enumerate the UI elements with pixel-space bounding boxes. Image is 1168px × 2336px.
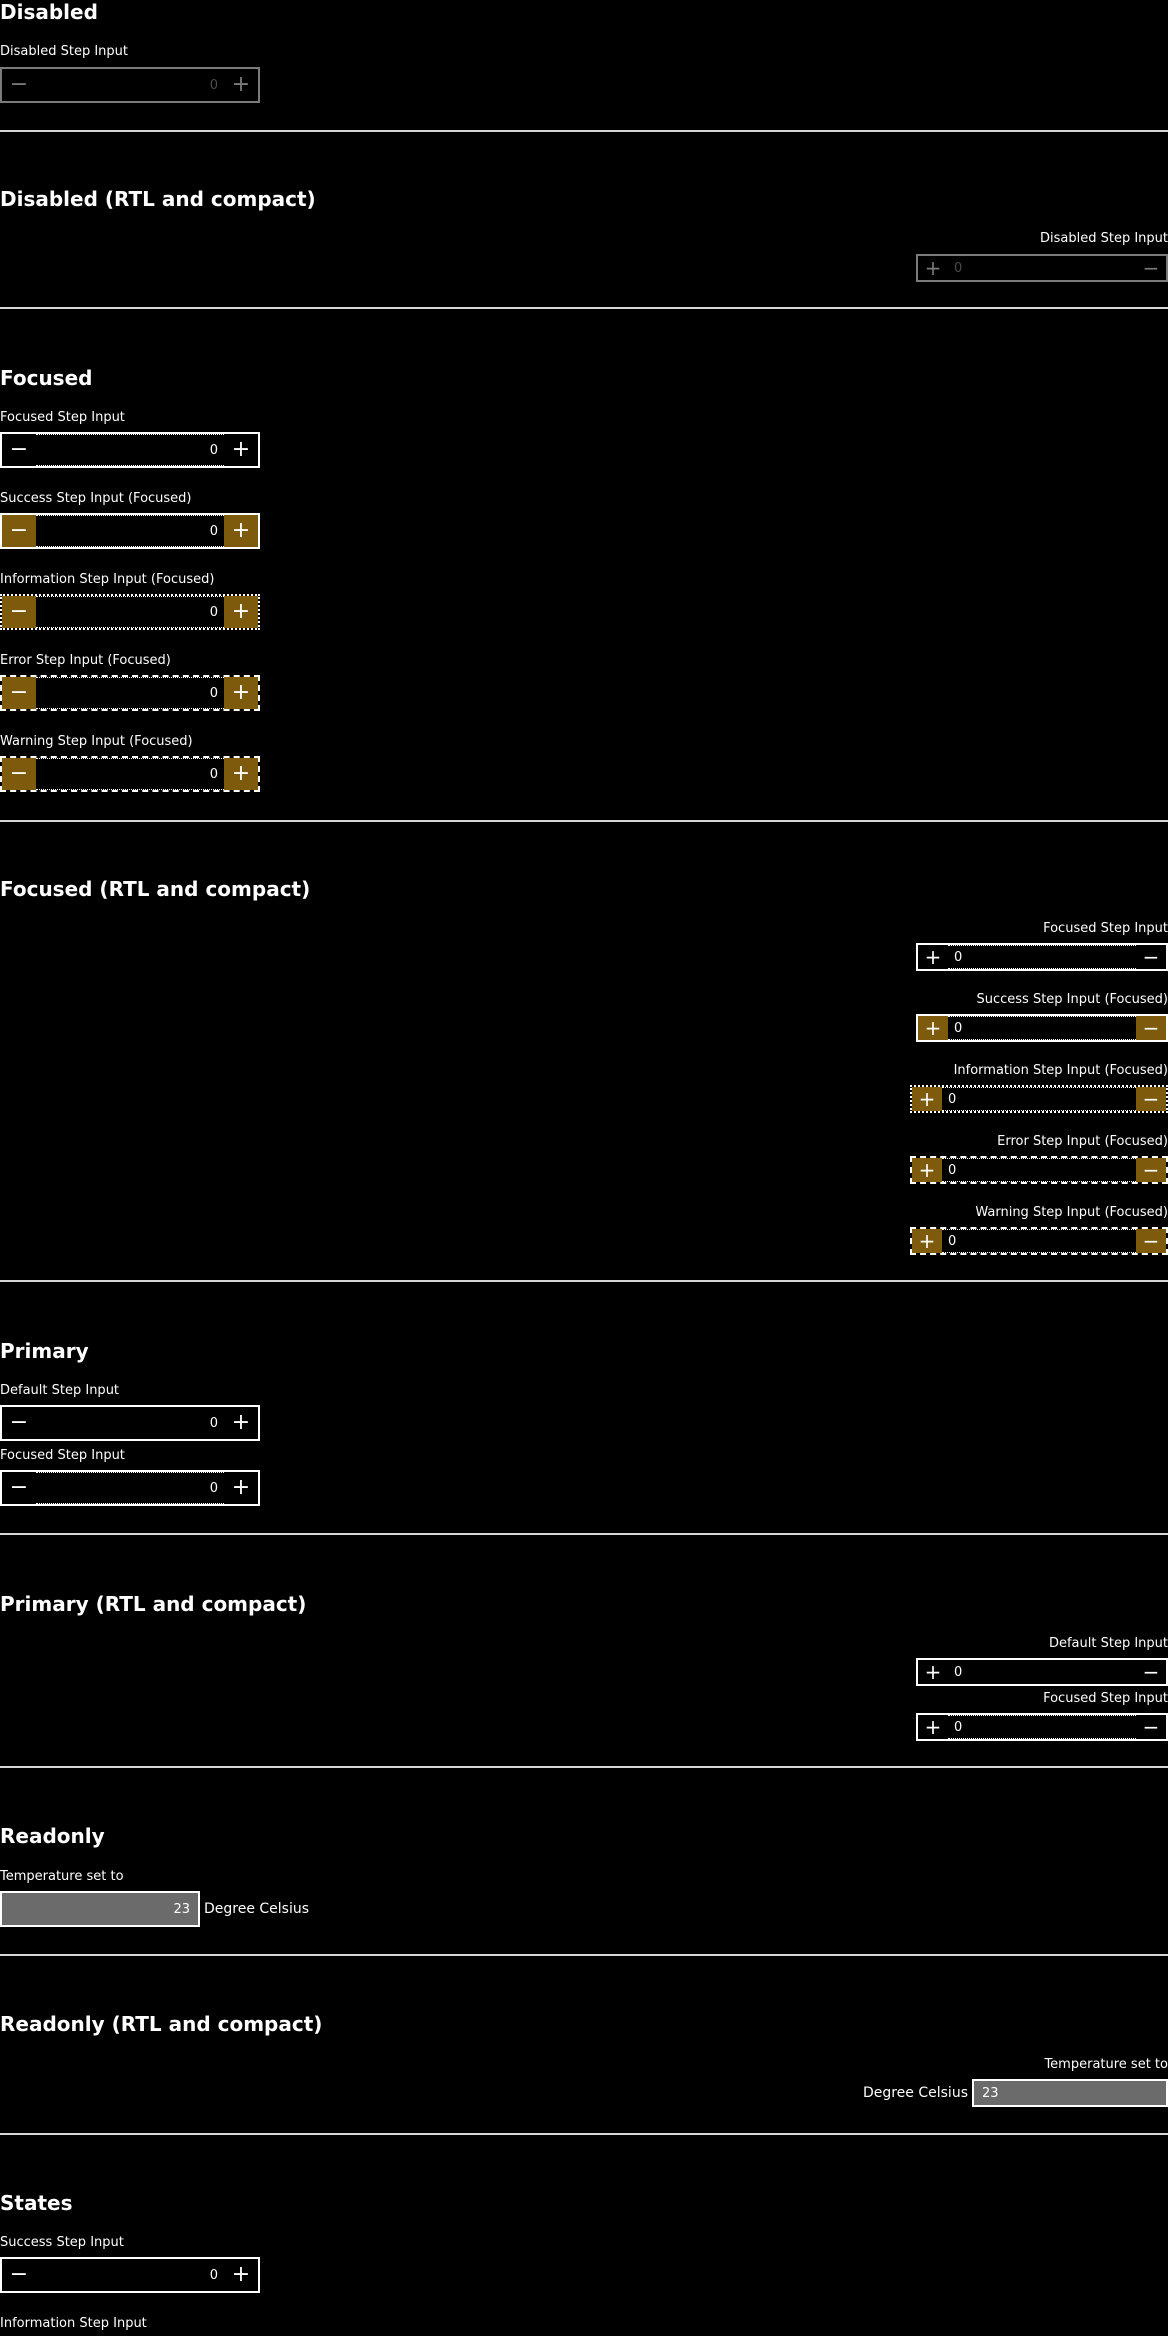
decrement-button[interactable]: − [1136, 1158, 1166, 1182]
plus-icon: + [231, 72, 251, 97]
step-input-field[interactable]: 0 [36, 1472, 224, 1504]
plus-icon: + [924, 256, 942, 280]
step-input-field[interactable]: 0 [942, 1158, 1136, 1182]
step-input-field[interactable]: 0 [942, 1087, 1136, 1111]
section-divider [0, 130, 1168, 132]
focused-step-input[interactable] [0, 1470, 260, 1506]
disabled-step-input-rtl [916, 254, 1168, 282]
section-title-disabled-rtl: Disabled (RTL and compact) [0, 187, 316, 211]
decrement-button[interactable]: − [1136, 1087, 1166, 1111]
decrement-button[interactable]: − [2, 596, 36, 628]
success-step-input[interactable] [0, 2257, 260, 2293]
step-input-field[interactable]: 0 [942, 1229, 1136, 1253]
information-step-input-focused-rtl[interactable] [910, 1085, 1168, 1113]
disabled-step-input-label: Disabled Step Input [1039, 231, 1168, 246]
step-input-field[interactable]: 0 [36, 596, 224, 628]
information-step-input-focused-label: Information Step Input (Focused) [953, 1063, 1168, 1078]
step-input-field[interactable]: 0 [948, 1715, 1136, 1739]
success-step-input-focused[interactable] [0, 513, 260, 549]
increment-button[interactable]: + [224, 596, 258, 628]
information-step-input-focused-label: Information Step Input (Focused) [0, 572, 215, 587]
step-input-field[interactable]: 0 [36, 434, 224, 466]
section-title-readonly: Readonly [0, 1824, 105, 1848]
decrement-button[interactable]: − [9, 1410, 29, 1435]
step-input-field[interactable]: 0 [36, 515, 224, 547]
increment-button[interactable]: + [912, 1158, 942, 1182]
step-input-value: 0 [954, 260, 963, 276]
error-step-input-focused-label: Error Step Input (Focused) [997, 1134, 1168, 1149]
increment-button[interactable]: + [224, 758, 258, 790]
focused-step-input-label: Focused Step Input [1043, 1691, 1168, 1706]
step-input-field[interactable]: 0 [948, 1016, 1136, 1040]
error-step-input-focused-rtl[interactable] [910, 1156, 1168, 1184]
increment-button[interactable]: + [924, 945, 942, 969]
increment-button[interactable]: + [224, 515, 258, 547]
increment-button[interactable]: + [918, 1016, 948, 1040]
decrement-button[interactable]: − [1142, 1715, 1160, 1739]
increment-button[interactable]: + [231, 1475, 251, 1500]
decrement-button[interactable]: − [1142, 1660, 1160, 1684]
focused-step-input-rtl[interactable] [916, 943, 1168, 971]
increment-button[interactable]: + [924, 1660, 942, 1684]
focused-step-input[interactable] [0, 432, 260, 468]
section-title-disabled: Disabled [0, 0, 98, 24]
success-step-input-focused-label: Success Step Input (Focused) [0, 491, 192, 506]
section-divider [0, 1533, 1168, 1535]
warning-step-input-focused-rtl[interactable] [910, 1227, 1168, 1255]
section-title-primary: Primary [0, 1339, 89, 1363]
readonly-step-input [0, 1891, 200, 1927]
step-input-field[interactable]: 0 [954, 1664, 963, 1680]
focused-step-input-rtl[interactable] [916, 1713, 1168, 1741]
step-input-field[interactable]: 0 [36, 677, 224, 709]
section-title-states: States [0, 2191, 73, 2215]
step-input-field[interactable]: 0 [209, 2267, 218, 2283]
readonly-value: 23 [982, 2085, 999, 2101]
default-step-input-label: Default Step Input [0, 1383, 120, 1398]
default-step-input[interactable] [0, 1405, 260, 1441]
section-divider [0, 1954, 1168, 1956]
information-step-input-focused[interactable] [0, 594, 260, 630]
section-title-focused-rtl: Focused (RTL and compact) [0, 877, 311, 901]
decrement-button[interactable]: − [1142, 945, 1160, 969]
disabled-step-input [0, 67, 260, 103]
decrement-button[interactable]: − [1136, 1229, 1166, 1253]
step-input-field[interactable]: 0 [209, 1415, 218, 1431]
error-step-input-focused[interactable] [0, 675, 260, 711]
temperature-label: Temperature set to [1044, 2057, 1168, 2072]
step-input-value: 0 [209, 77, 218, 93]
increment-button[interactable]: + [912, 1087, 942, 1111]
temperature-label: Temperature set to [0, 1869, 124, 1884]
section-title-readonly-rtl: Readonly (RTL and compact) [0, 2012, 323, 2036]
readonly-value: 23 [173, 1901, 190, 1917]
readonly-step-input-rtl [972, 2079, 1168, 2107]
default-step-input-label: Default Step Input [1048, 1636, 1168, 1651]
decrement-button[interactable]: − [9, 1475, 29, 1500]
success-step-input-label: Success Step Input [0, 2235, 124, 2250]
disabled-step-input-label: Disabled Step Input [0, 44, 129, 59]
step-input-field[interactable]: 0 [948, 945, 1136, 969]
increment-button[interactable]: + [231, 437, 251, 462]
decrement-button[interactable]: − [9, 2262, 29, 2287]
success-step-input-focused-rtl[interactable] [916, 1014, 1168, 1042]
section-divider [0, 2133, 1168, 2135]
increment-button[interactable]: + [231, 1410, 251, 1435]
step-input-field[interactable]: 0 [36, 758, 224, 790]
warning-step-input-focused[interactable] [0, 756, 260, 792]
increment-button[interactable]: + [231, 2262, 251, 2287]
section-title-focused: Focused [0, 366, 93, 390]
warning-step-input-focused-label: Warning Step Input (Focused) [975, 1205, 1168, 1220]
unit-label: Degree Celsius [204, 1901, 310, 1917]
decrement-button[interactable]: − [2, 758, 36, 790]
increment-button[interactable]: + [912, 1229, 942, 1253]
section-divider [0, 1766, 1168, 1768]
section-title-primary-rtl: Primary (RTL and compact) [0, 1592, 307, 1616]
section-divider [0, 307, 1168, 309]
error-step-input-focused-label: Error Step Input (Focused) [0, 653, 171, 668]
increment-button[interactable]: + [224, 677, 258, 709]
section-divider [0, 1280, 1168, 1282]
success-step-input-focused-label: Success Step Input (Focused) [976, 992, 1168, 1007]
unit-label: Degree Celsius [862, 2085, 968, 2101]
information-step-input-label: Information Step Input [0, 2316, 147, 2331]
section-divider [0, 820, 1168, 822]
minus-icon: − [1142, 256, 1160, 280]
focused-step-input-label: Focused Step Input [0, 1448, 125, 1463]
focused-step-input-label: Focused Step Input [1043, 921, 1168, 936]
decrement-button[interactable]: − [2, 677, 36, 709]
focused-step-input-label: Focused Step Input [0, 410, 125, 425]
minus-icon: − [9, 72, 29, 97]
decrement-button[interactable]: − [1136, 1016, 1166, 1040]
increment-button[interactable]: + [924, 1715, 942, 1739]
warning-step-input-focused-label: Warning Step Input (Focused) [0, 734, 193, 749]
decrement-button[interactable]: − [9, 437, 29, 462]
default-step-input-rtl[interactable] [916, 1658, 1168, 1686]
decrement-button[interactable]: − [2, 515, 36, 547]
